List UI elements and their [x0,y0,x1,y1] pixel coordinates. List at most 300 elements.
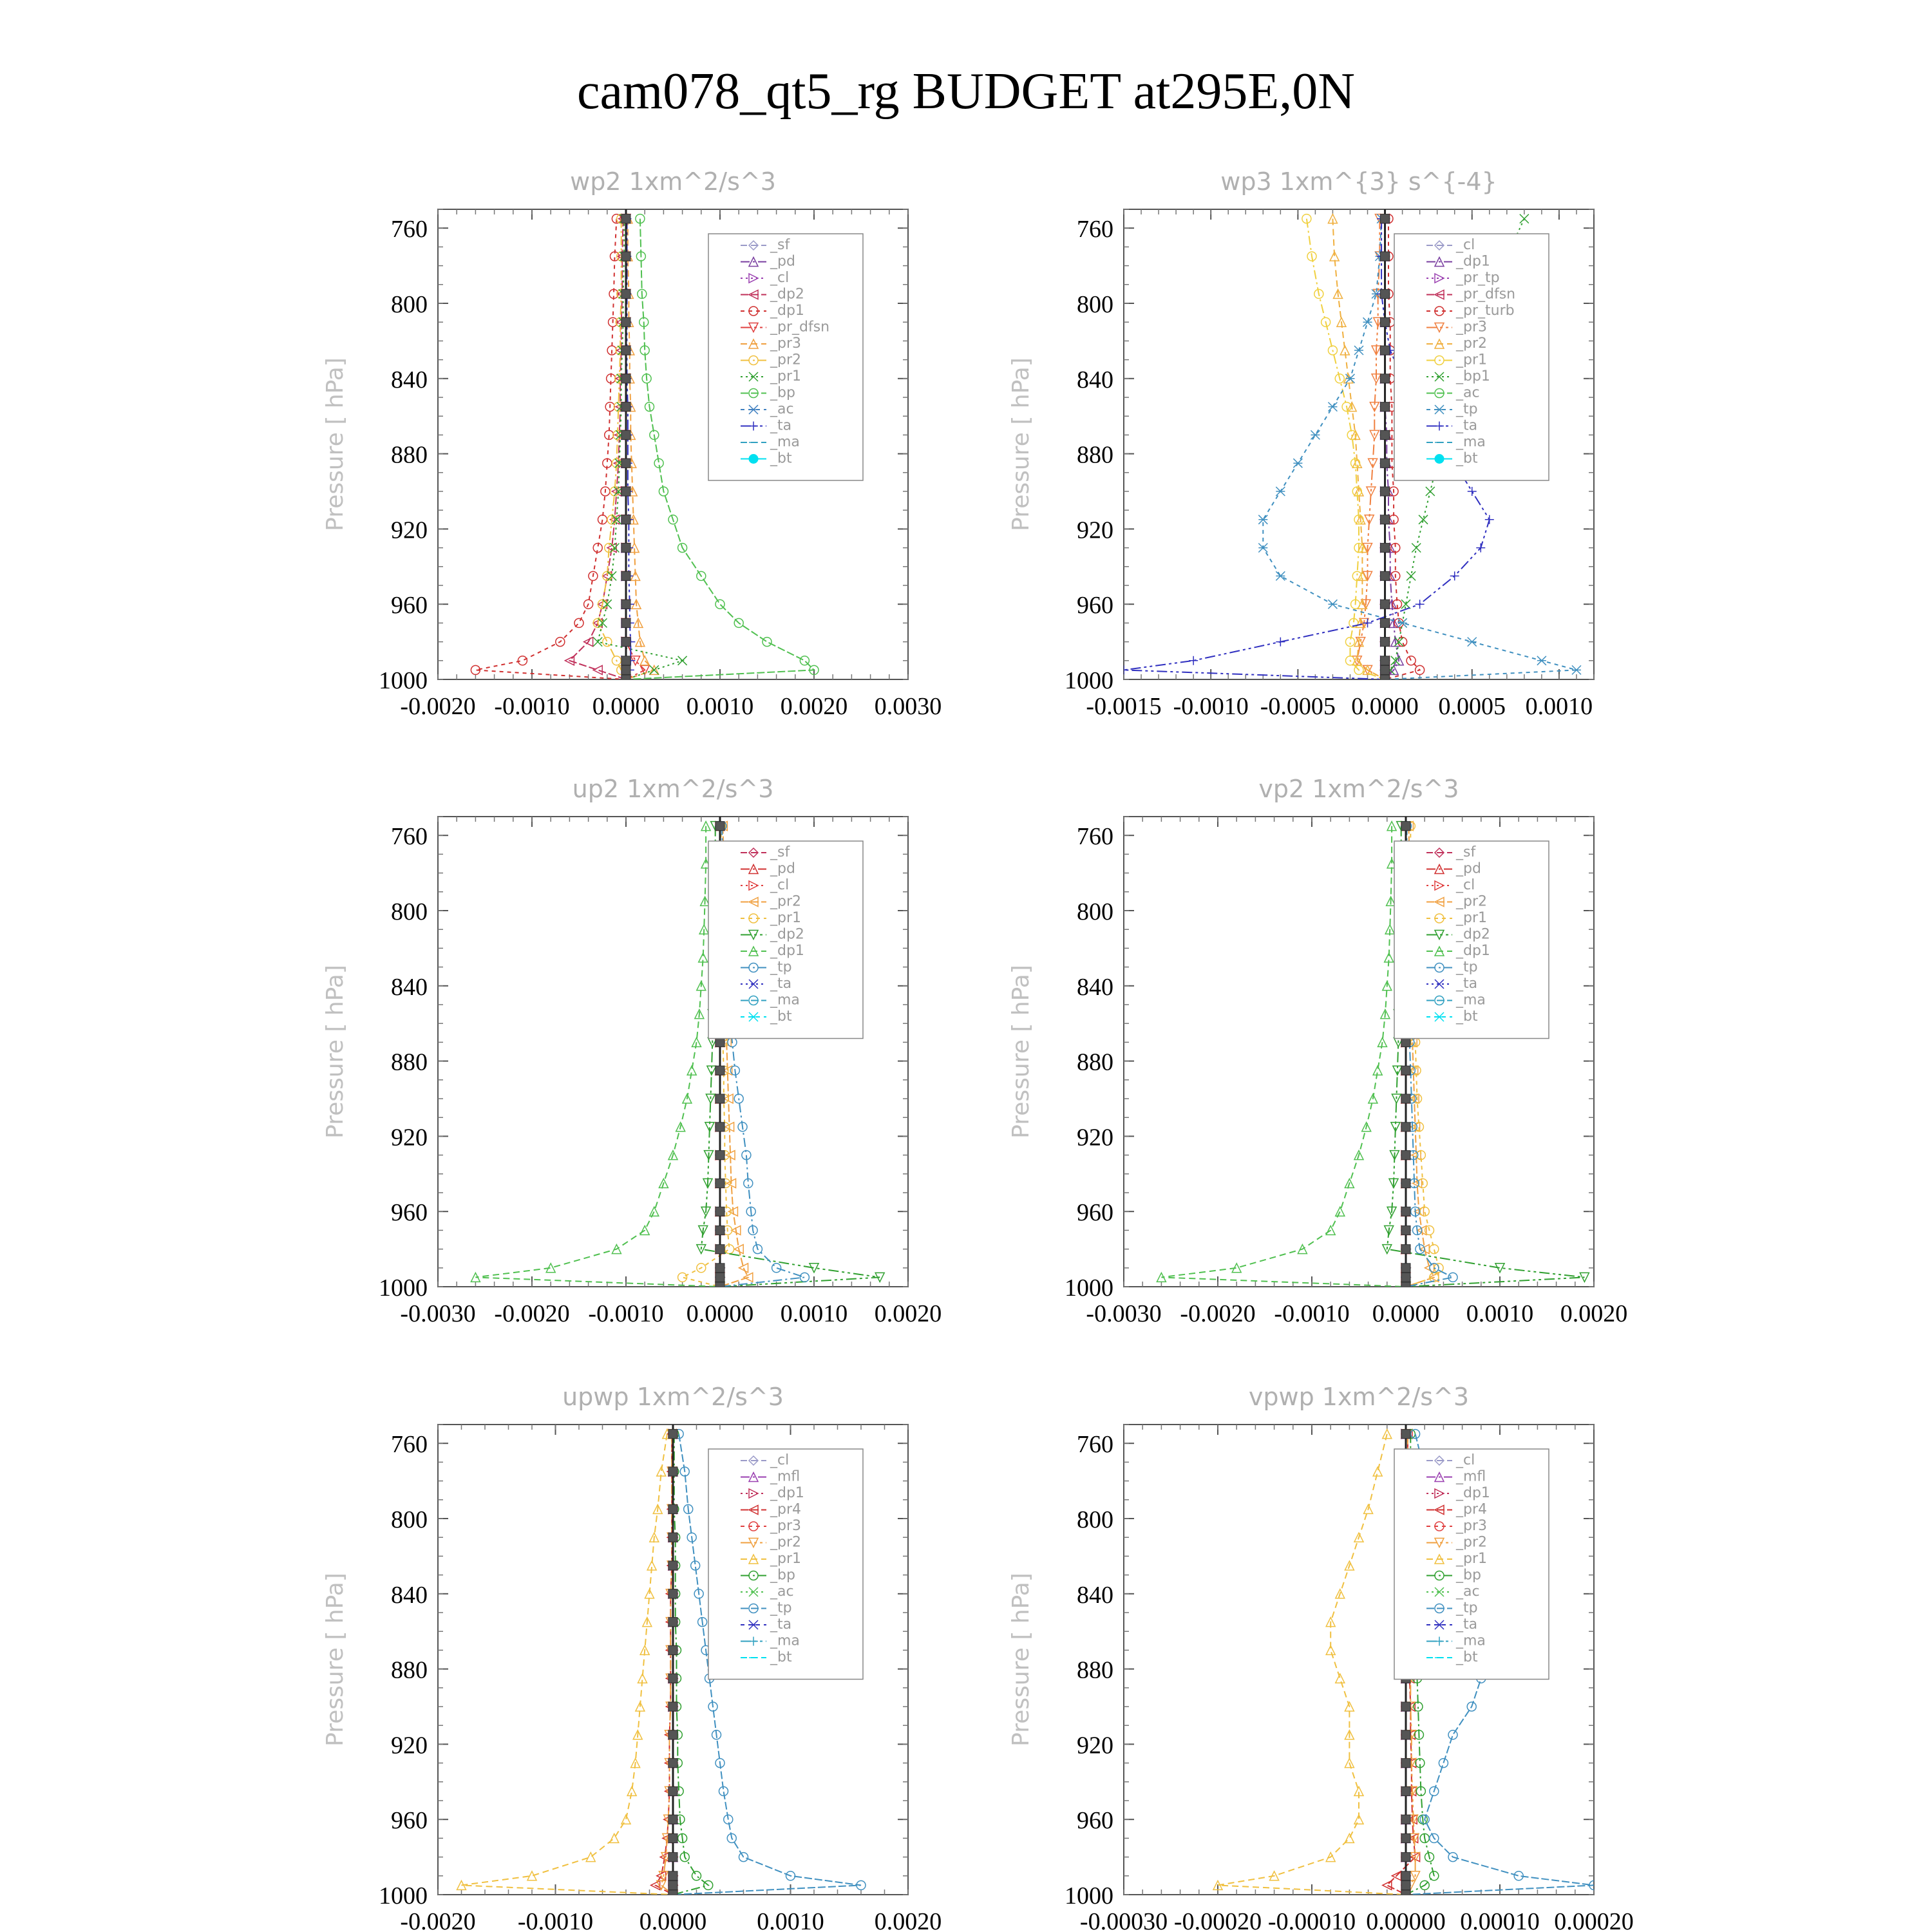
legend-label: _pd [770,860,795,877]
data-point [1363,317,1372,327]
legend-label: _bt [1456,1649,1478,1665]
zero-marker [1401,1282,1410,1291]
legend-label: _pr2 [770,893,802,910]
zero-marker [668,1890,677,1899]
legend-label: _ma [1456,992,1486,1009]
data-point [1485,515,1494,524]
legend-label: _dp1 [1456,253,1490,270]
legend-label: _pr1 [1456,352,1488,368]
legend-label: _bt [770,1009,792,1025]
y-tick-label: 920 [391,1732,428,1759]
data-point [1412,544,1421,553]
data-point [650,1207,659,1216]
y-tick-label: 760 [1077,823,1113,851]
panel-title: upwp 1xm^2/s^3 [562,1383,784,1411]
legend-label: _dp1 [770,1485,804,1501]
data-point [715,600,724,609]
legend-label: _ac [1456,1584,1480,1600]
zero-marker [1381,289,1390,298]
x-tick-label: 0.0000 [1351,693,1419,720]
legend-label: _tp [1456,1600,1478,1616]
zero-marker [668,1853,677,1862]
legend-label: _bt [1456,1009,1478,1025]
zero-marker [621,289,630,298]
zero-marker [621,430,630,439]
zero-marker [668,1871,677,1880]
y-tick-label: 840 [1077,1581,1113,1609]
legend-label: _pr4 [1456,1501,1488,1518]
zero-marker [1381,544,1390,553]
x-tick-label: 0.00010 [1460,1908,1540,1932]
legend-label: _dp1 [770,943,804,959]
data-point [593,665,602,674]
legend-label: _ac [1456,384,1480,401]
x-tick-label: -0.0020 [400,693,476,720]
legend-label: _ta [770,417,792,434]
data-point [1328,600,1337,609]
legend-label: _ma [770,434,800,450]
x-tick-label: 0.0020 [874,1300,942,1327]
x-tick-label: -0.0010 [588,1300,664,1327]
y-tick-label: 920 [391,1124,428,1151]
zero-marker [715,1094,724,1103]
x-tick-label: 0.0000 [639,1908,707,1932]
series-line-pr2 [1332,219,1385,679]
legend-label: _cl [770,877,790,893]
y-tick-label: 1000 [379,667,428,694]
zero-marker [668,1589,677,1598]
x-tick-label: -0.0010 [1173,693,1249,720]
x-tick-label: -0.0030 [1086,1300,1162,1327]
zero-marker [668,1786,677,1795]
zero-marker [1401,1207,1410,1216]
zero-marker [668,1430,677,1439]
legend-label: _tp [1456,401,1478,417]
legend-label: _pr1 [770,1551,802,1567]
x-tick-label: -0.0020 [400,1908,476,1932]
zero-marker [668,1730,677,1739]
y-tick-label: 880 [391,441,428,469]
legend-label: _ta [1456,417,1478,434]
zero-marker [668,1833,677,1842]
chart-panel-2 [1008,167,1594,720]
legend-label: _sf [770,844,790,860]
x-tick-label: -0.0030 [400,1300,476,1327]
y-tick-label: 960 [1077,1807,1113,1835]
legend-label: _ma [770,992,800,1009]
legend-label: _bp [1456,1567,1481,1584]
zero-marker [621,317,630,327]
chart-panel-5 [322,1383,942,1932]
zero-marker [715,822,724,831]
zero-marker [668,1674,677,1683]
zero-marker [668,1533,677,1542]
data-point [1419,515,1428,524]
zero-marker [621,638,630,647]
x-tick-label: 0.00000 [1366,1908,1446,1932]
zero-marker [715,1151,724,1160]
zero-marker [1401,1264,1410,1273]
zero-marker [715,1282,724,1291]
x-tick-label: 0.00020 [1554,1908,1634,1932]
legend-label: _bp [770,384,795,401]
legend-label: _pr1 [770,368,802,384]
y-tick-label: 920 [1077,1124,1113,1151]
zero-marker [1381,374,1390,383]
zero-marker [668,1815,677,1824]
zero-marker [1381,656,1390,665]
zero-marker [1401,1880,1410,1889]
x-tick-label: 0.0010 [1466,1300,1534,1327]
legend-label: _pr2 [770,352,802,368]
data-point [593,638,602,647]
legend-label: _ac [770,401,794,417]
data-point [1537,656,1546,665]
data-point [1336,1674,1345,1683]
x-tick-label: -0.0010 [1274,1300,1350,1327]
zero-marker [1381,487,1390,496]
zero-marker [1401,1759,1410,1768]
x-tick-label: -0.0020 [494,1300,570,1327]
y-tick-label: 1000 [1065,1274,1113,1302]
data-point [1373,1467,1382,1476]
zero-marker [621,252,630,261]
y-tick-label: 1000 [1065,1882,1113,1909]
zero-marker [621,374,630,383]
legend-label: _ta [1456,1616,1478,1633]
legend-label: _ma [770,1633,800,1649]
zero-marker [715,1273,724,1282]
x-tick-label: 0.0005 [1438,693,1506,720]
legend-label: _pr3 [770,336,802,352]
zero-marker [621,459,630,468]
legend-label: _pr3 [1456,1518,1488,1534]
series-line-dp1 [475,219,626,679]
data-point [1448,1730,1457,1739]
legend-label: _cl [770,270,790,286]
x-tick-label: 0.0010 [1525,693,1593,720]
y-tick-label: 920 [391,516,428,544]
zero-marker [1401,1245,1410,1254]
zero-marker [1381,459,1390,468]
y-tick-label: 840 [391,973,428,1001]
zero-marker [621,346,630,355]
y-tick-label: 920 [1077,516,1113,544]
data-point [1293,459,1302,468]
data-point [1336,1207,1345,1216]
zero-marker [621,618,630,627]
y-tick-label: 800 [1077,1506,1113,1533]
legend-label: _dp2 [1456,926,1490,943]
data-point [800,656,809,665]
y-axis-label: Pressure [ hPa] [1008,965,1034,1139]
x-tick-label: 0.0010 [757,1908,824,1932]
zero-marker [1401,1833,1410,1842]
zero-marker [1381,638,1390,647]
panels [322,167,1634,1932]
data-point [1311,430,1320,439]
x-tick-label: -0.0010 [494,693,570,720]
data-point [1276,487,1285,496]
zero-marker [1381,515,1390,524]
legend-label: _dp2 [770,286,804,303]
zero-marker [1401,1853,1410,1862]
y-tick-label: 920 [1077,1732,1113,1759]
data-point [1420,1207,1429,1216]
data-point [1345,374,1354,383]
data-point [772,1264,781,1273]
y-tick-label: 840 [391,1581,428,1609]
x-tick-label: 0.0020 [874,1908,942,1932]
zero-marker [621,571,630,580]
data-point [574,618,583,627]
legend-label: _bt [770,450,792,467]
legend-label: _ma [1456,434,1486,450]
zero-marker [1401,1179,1410,1188]
legend-label: _pd [770,253,795,270]
legend-label: _ta [1456,976,1478,992]
zero-marker [668,1759,677,1768]
y-tick-label: 1000 [1065,667,1113,694]
data-point [1468,638,1477,647]
legend-label: _ac [770,1584,794,1600]
zero-marker [1401,1037,1410,1046]
y-axis-label: Pressure [ hPa] [1008,1573,1034,1747]
y-tick-label: 760 [1077,216,1113,243]
zero-marker [1401,1890,1410,1899]
y-tick-label: 960 [391,592,428,620]
legend-label: _pr2 [770,1534,802,1551]
zero-marker [621,402,630,412]
zero-marker [1401,1815,1410,1824]
data-point [800,1273,809,1282]
series-line-dp1 [1161,826,1406,1287]
data-point [1354,346,1363,355]
legend-label: _mfl [1456,1468,1486,1485]
figure-title: cam078_qt5_rg BUDGET at295E,0N [576,63,1356,120]
series-line-dp1 [475,826,720,1287]
zero-marker [1401,1066,1410,1075]
zero-marker [1401,1702,1410,1711]
zero-marker [621,600,630,609]
data-point [1430,1245,1439,1254]
y-tick-label: 880 [1077,1048,1113,1076]
legend-label: _cl [1456,237,1475,253]
data-point [762,638,772,647]
x-tick-label: 0.0030 [874,693,942,720]
zero-marker [668,1702,677,1711]
legend-label: _pr4 [770,1501,802,1518]
legend-label: _pr_tp [1456,270,1500,286]
chart-panel-1 [322,167,942,720]
y-axis-label: Pressure [ hPa] [322,357,348,531]
y-tick-label: 840 [1077,366,1113,393]
legend-label: _pr_dfsn [1456,286,1516,303]
data-point [1119,665,1128,674]
data-point [1276,638,1285,647]
legend-label: _bt [1456,450,1478,467]
y-tick-label: 800 [391,291,428,318]
zero-marker [621,675,630,684]
zero-marker [1381,214,1390,223]
zero-marker [1381,317,1390,327]
zero-marker [715,1264,724,1273]
y-axis-label: Pressure [ hPa] [322,965,348,1139]
zero-marker [621,665,630,674]
zero-marker [1401,1786,1410,1795]
zero-marker [621,544,630,553]
y-tick-label: 960 [391,1199,428,1227]
x-tick-label: 0.0020 [1560,1300,1628,1327]
x-tick-label: -0.00010 [1267,1908,1356,1932]
legend-label: _bt [770,1649,792,1665]
x-tick-label: -0.0015 [1086,693,1162,720]
zero-marker [1381,402,1390,412]
zero-marker [1401,822,1410,831]
legend-label: _dp2 [770,926,804,943]
data-point [650,665,659,674]
legend-label: _dp1 [1456,1485,1490,1501]
zero-marker [715,1037,724,1046]
y-tick-label: 960 [1077,1199,1113,1227]
zero-marker [621,656,630,665]
y-tick-label: 760 [1077,1431,1113,1459]
legend-marker [1435,455,1444,464]
y-tick-label: 800 [391,898,428,925]
zero-marker [1401,1094,1410,1103]
y-tick-label: 880 [391,1048,428,1076]
y-tick-label: 1000 [379,1882,428,1909]
legend-label: _pd [1456,860,1481,877]
y-tick-label: 840 [391,366,428,393]
series-line-pr1 [598,219,682,679]
data-point [1439,1759,1448,1768]
data-point [1468,487,1477,496]
panel-title: wp2 1xm^2/s^3 [570,167,776,196]
legend-label: _pr2 [1456,1534,1488,1551]
legend-label: _ta [770,976,792,992]
y-tick-label: 880 [391,1656,428,1684]
zero-marker [1381,571,1390,580]
zero-marker [1401,1151,1410,1160]
x-tick-label: -0.0020 [1180,1300,1256,1327]
data-point [1426,487,1435,496]
legend [708,1449,863,1680]
zero-marker [668,1645,677,1654]
chart-panel-6 [1008,1383,1634,1932]
y-tick-label: 960 [391,1807,428,1835]
data-point [678,656,687,665]
x-tick-label: -0.00020 [1173,1908,1262,1932]
zero-marker [1381,665,1390,674]
legend-label: _pr_turb [1456,303,1515,319]
y-tick-label: 800 [1077,291,1113,318]
legend-label: _ma [1456,1633,1486,1649]
data-point [1328,402,1337,412]
legend-label: _pr1 [1456,1551,1488,1567]
legend-label: _bp1 [1456,368,1490,384]
y-axis-label: Pressure [ hPa] [322,1573,348,1747]
zero-marker [715,1066,724,1075]
zero-marker [715,1245,724,1254]
data-point [1276,571,1285,580]
x-tick-label: 0.0010 [686,693,754,720]
zero-marker [668,1880,677,1889]
legend-label: _cl [770,1452,790,1468]
x-tick-label: -0.00030 [1079,1908,1168,1932]
zero-marker [668,1561,677,1570]
zero-marker [1401,1226,1410,1235]
zero-marker [715,1226,724,1235]
series-line-pr1 [1218,1434,1406,1895]
legend-label: _pr1 [1456,910,1488,926]
data-point [692,1871,701,1880]
series-line-bp [673,1434,708,1895]
legend-label: _pr3 [770,1518,802,1534]
y-tick-label: 800 [1077,898,1113,925]
legend-label: _cl [1456,877,1475,893]
y-tick-label: 880 [1077,1656,1113,1684]
x-tick-label: 0.0000 [592,693,660,720]
y-tick-label: 960 [1077,592,1113,620]
y-tick-label: 1000 [379,1274,428,1302]
legend-label: _tp [770,1600,792,1616]
zero-marker [715,1207,724,1216]
zero-marker [1401,1273,1410,1282]
legend-label: _pr2 [1456,336,1488,352]
legend-label: _pr1 [770,910,802,926]
legend-label: _cl [1456,1452,1475,1468]
zero-marker [1381,675,1390,684]
legend-label: _tp [770,959,792,976]
zero-marker [621,515,630,524]
legend [708,234,863,480]
data-point [1406,656,1416,665]
chart-panel-3 [322,775,942,1327]
data-point [678,1273,687,1282]
legend-label: _pr2 [1456,893,1488,910]
y-tick-label: 760 [391,216,428,243]
zero-marker [1381,430,1390,439]
zero-marker [668,1618,677,1627]
zero-marker [1381,252,1390,261]
zero-marker [1401,1730,1410,1739]
zero-marker [1381,618,1390,627]
legend-marker [749,455,758,464]
y-tick-label: 800 [391,1506,428,1533]
zero-marker [621,214,630,223]
x-tick-label: -0.0010 [517,1908,594,1932]
data-point [1258,544,1267,553]
zero-marker [668,1504,677,1513]
data-point [1476,544,1485,553]
legend-label: _dp1 [1456,943,1490,959]
legend-label: _pr_dfsn [770,319,830,336]
legend-label: _sf [1456,844,1476,860]
zero-marker [621,487,630,496]
zero-marker [668,1467,677,1476]
zero-marker [1401,1430,1410,1439]
legend [1394,841,1549,1039]
legend-label: _bp [770,1567,795,1584]
legend-label: _dp1 [770,303,804,319]
zero-marker [715,1179,724,1188]
x-tick-label: -0.0005 [1260,693,1336,720]
data-point [1520,214,1529,223]
x-tick-label: 0.0020 [780,693,848,720]
panel-title: up2 1xm^2/s^3 [572,775,774,803]
legend-label: _tp [1456,959,1478,976]
